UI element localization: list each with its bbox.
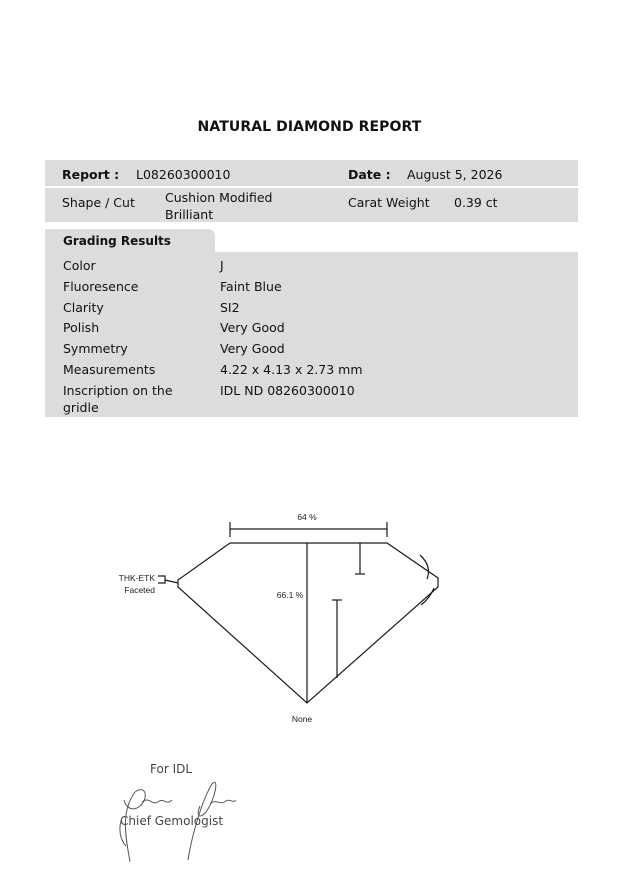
- gemologist-signature: [105, 750, 255, 870]
- diamond-outline: [178, 543, 438, 703]
- for-idl-text: For IDL: [150, 762, 193, 776]
- chief-gemologist-text: Chief Gemologist: [120, 814, 224, 828]
- grading-results-title: Grading Results: [63, 234, 171, 248]
- report-title: NATURAL DIAMOND REPORT: [197, 119, 422, 135]
- girdle-leader: [165, 580, 178, 583]
- carat-weight-label: Carat Weight: [348, 195, 430, 210]
- grading-row-value: Very Good: [220, 341, 285, 356]
- inscription-label: [63, 382, 173, 416]
- shape-value-line1: Cushion Modified: [165, 190, 273, 205]
- shape-value-line2: Brilliant: [165, 207, 214, 222]
- grading-row-value: SI2: [220, 300, 240, 315]
- grading-row-label: Symmetry: [63, 341, 128, 356]
- report-number: L08260300010: [136, 167, 231, 182]
- inscription-label-line1: Inscription on the: [63, 383, 173, 398]
- report-label: Report :: [62, 167, 120, 182]
- grading-row-value: Faint Blue: [220, 279, 282, 294]
- grading-row-label: Fluoresence: [63, 279, 139, 294]
- depth-percent-label: 66.1 %: [276, 590, 304, 600]
- inscription-value: IDL ND 08260300010: [220, 383, 355, 398]
- girdle-finish-label: Faceted: [124, 585, 155, 595]
- shape-label: Shape / Cut: [62, 195, 135, 210]
- date-label: Date :: [348, 167, 391, 182]
- grading-row-value: Very Good: [220, 320, 285, 335]
- grading-row-value: 4.22 x 4.13 x 2.73 mm: [220, 362, 363, 377]
- shape-value: [165, 189, 272, 223]
- date-value: August 5, 2026: [407, 167, 503, 182]
- grading-row-label: Polish: [63, 320, 100, 335]
- inscription-label-line2: gridle: [63, 400, 99, 415]
- grading-row-label: Clarity: [63, 300, 104, 315]
- diamond-proportions-diagram: [0, 500, 619, 740]
- header-divider: [45, 186, 578, 188]
- grading-row-value: J: [220, 258, 224, 273]
- girdle-bracket: [158, 576, 165, 583]
- culet-label: None: [291, 714, 313, 724]
- girdle-thickness-label: THK-ETK: [118, 573, 155, 583]
- grading-row-label: Color: [63, 258, 96, 273]
- table-percent-label: 64 %: [297, 512, 317, 522]
- grading-row-label: Measurements: [63, 362, 156, 377]
- carat-weight-value: 0.39 ct: [454, 195, 498, 210]
